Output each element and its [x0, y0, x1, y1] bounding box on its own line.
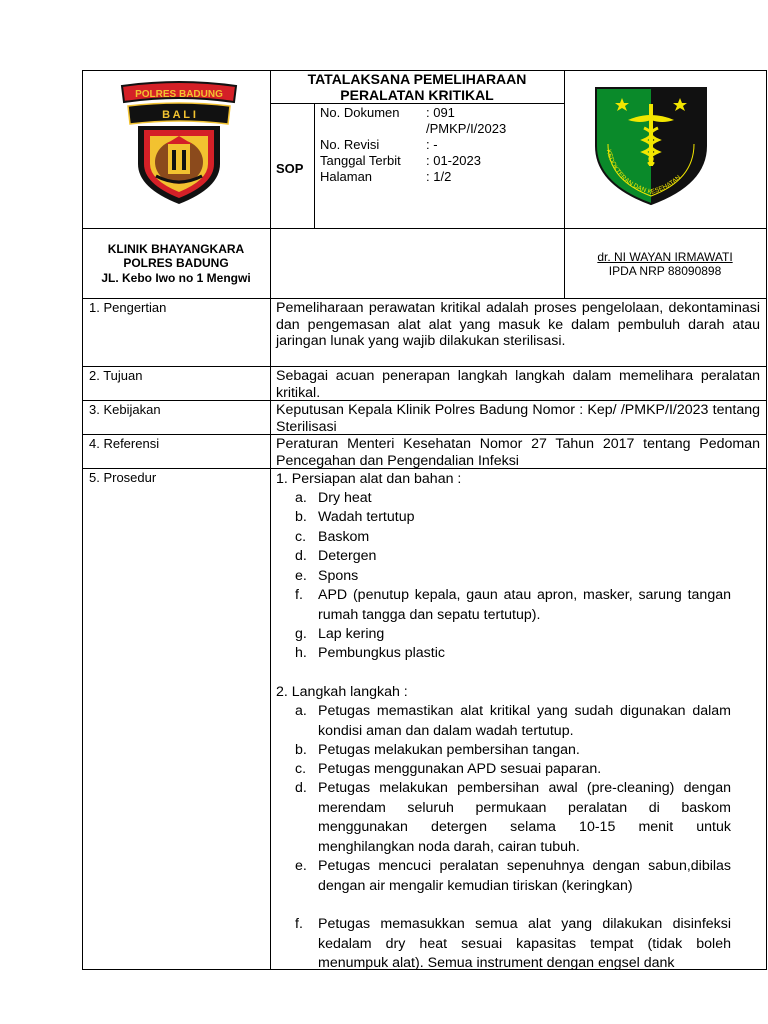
- list-text: Wadah tertutup: [318, 509, 415, 525]
- list-item: [295, 586, 731, 625]
- institution-name: KLINIK BHAYANGKARA: [107, 242, 245, 256]
- document-title-line2: PERALATAN KRITIKAL: [340, 87, 494, 103]
- list-text: Petugas menggunakan APD sesuai paparan.: [318, 761, 602, 777]
- logo-banner-top: POLRES BADUNG: [135, 89, 223, 100]
- list-text: APD (penutup kepala, gaun atau apron, masker, sarung tangan rumah tangga dan sepatu tertutup).: [318, 587, 731, 623]
- section-label: 4. Referensi: [89, 436, 160, 451]
- list-text: Detergen: [318, 548, 377, 564]
- procedure-part2-title: 2. Langkah langkah :: [276, 684, 408, 700]
- row-divider-1: [82, 366, 767, 367]
- sop-label: SOP: [276, 161, 304, 176]
- header-bottom-border: [82, 228, 767, 229]
- section-text-referensi: Peraturan Menteri Kesehatan Nomor 27 Tahun 2017 tentang Pedoman Pencegahan dan Pengendalian Infeksi: [276, 436, 760, 469]
- section-label: 3. Kebijakan: [89, 402, 161, 417]
- list-text: Petugas memastikan alat kritikal yang sudah digunakan dalam kondisi aman dan dalam wadah tertutup.: [318, 703, 731, 739]
- list-letter: a.: [295, 703, 307, 719]
- list-letter: a.: [295, 490, 307, 506]
- meta-label: Halaman: [320, 169, 373, 184]
- table-border-right: [766, 70, 767, 970]
- meta-value: /PMKP/I/2023: [426, 121, 507, 136]
- meta-label: No. Dokumen: [320, 105, 400, 120]
- sop-column-divider: [314, 103, 315, 228]
- list-letter: e.: [295, 568, 307, 584]
- signatory-name: dr. NI WAYAN IRMAWATI: [597, 250, 733, 264]
- section-text-pengertian: Pemeliharaan perawatan kritikal adalah proses pengelolaan, dekontaminasi dan pengemasan alat alat yang masuk ke dalam pembuluh darah atau jaringan lunak yang wajib dilakukan sterilisasi.: [276, 300, 760, 349]
- meta-value: : 091: [426, 105, 455, 120]
- signatory-rank: IPDA NRP 88090898: [608, 264, 722, 278]
- meta-value: : 1/2: [426, 169, 452, 184]
- list-letter: d.: [295, 548, 307, 564]
- meta-value: : 01-2023: [426, 153, 481, 168]
- list-letter: c.: [295, 529, 307, 545]
- document-title-line1: TATALAKSANA PEMELIHARAAN: [307, 71, 527, 87]
- list-letter: g.: [295, 626, 307, 642]
- list-letter: f.: [295, 916, 303, 932]
- section-text-kebijakan: Keputusan Kepala Klinik Polres Badung Nomor : Kep/ /PMKP/I/2023 tentang Sterilisasi: [276, 402, 760, 435]
- institution-bottom-border: [82, 298, 767, 299]
- section-label: 2. Tujuan: [89, 368, 143, 383]
- police-shield-icon: [116, 80, 242, 205]
- table-border-left: [82, 70, 83, 970]
- list-text: Petugas melakukan pembersihan tangan.: [318, 742, 580, 758]
- list-text: Dry heat: [318, 490, 372, 506]
- logo-banner-bottom: B A L I: [162, 109, 196, 121]
- kedokteran-kesehatan-logo: [592, 84, 710, 206]
- list-text: Petugas memasukkan semua alat yang dilakukan disinfeksi kedalam dry heat sesuai kapasitas tempat (tidak boleh menumpuk alat). Semua instrument dengan engsel dank: [318, 916, 731, 971]
- meta-value: : -: [426, 137, 438, 152]
- meta-label: No. Revisi: [320, 137, 380, 152]
- list-letter: c.: [295, 761, 307, 777]
- institution-unit: POLRES BADUNG: [123, 256, 229, 270]
- polres-badung-logo: [116, 80, 242, 205]
- list-letter: b.: [295, 509, 307, 525]
- list-text: Baskom: [318, 529, 370, 545]
- section-label: 5. Prosedur: [89, 470, 157, 485]
- sop-document: [82, 70, 767, 970]
- procedure-part1-title: 1. Persiapan alat dan bahan :: [276, 471, 462, 487]
- list-letter: e.: [295, 858, 307, 874]
- medical-shield-icon: [592, 84, 710, 206]
- logo-ring-text: KEDOKTERAN DAN KESEHATAN: [604, 148, 683, 197]
- list-letter: d.: [295, 780, 307, 796]
- section-label: 1. Pengertian: [89, 300, 167, 315]
- list-text: Petugas melakukan pembersihan awal (pre-cleaning) dengan merendam seluruh permukaan peralatan di baskom menggunakan detergen selama 10-15 menit untuk menghilangkan noda darah, cairan tubuh.: [318, 780, 731, 855]
- label-column-divider: [270, 70, 271, 970]
- list-text: Lap kering: [318, 626, 385, 642]
- section-text-tujuan: Sebagai acuan penerapan langkah langkah dalam memelihara peralatan kritikal.: [276, 368, 760, 401]
- list-text: Spons: [318, 568, 359, 584]
- meta-label: Tanggal Terbit: [320, 153, 401, 168]
- list-letter: b.: [295, 742, 307, 758]
- list-text: Petugas mencuci peralatan sepenuhnya dengan sabun,dibilas dengan air mengalir kemudian tiriskan (keringkan): [318, 858, 731, 894]
- list-letter: h.: [295, 645, 307, 661]
- institution-address: JL. Kebo Iwo no 1 Mengwi: [101, 271, 251, 285]
- list-text: Pembungkus plastic: [318, 645, 445, 661]
- list-letter: f.: [295, 587, 303, 603]
